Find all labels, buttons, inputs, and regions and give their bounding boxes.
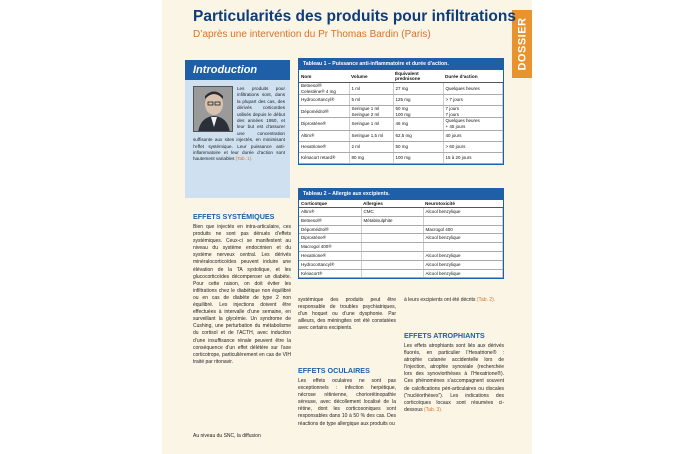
table-1-header: Équivalent prednisone xyxy=(393,70,443,83)
table-cell xyxy=(361,234,423,243)
effets-systemiques-text: Bien que injectés en intra-articulaire, ces produits ne sont pas dénués d’effets systémiques. Ceux-ci se manifestent au niveau du système endocrinien et du système nerveux central. Les dérivés minéralocorticoïdes peuvent induire une élévation de la TA systolique, et les glucocorticoïdes décompenser un diabète. Pour cette raison, on doit éviter les infiltrations chez le diabétique non équilibré ou en cas de diabète de type 2 non équilibré. Les injections doivent être effectuées à intervalle d’une semaine, en surveillant la glycémie. Un syndrome de Cushing, une perturbation du métabolisme du cortisol et de l’ACTH, avec induction d’une insuffisance rénale peuvent être la conséquence d’un effet délétère sur l’axe corticotrope, particulièrement en cas de VIH traité par ritonavir. xyxy=(193,224,291,365)
intro-heading xyxy=(185,60,290,80)
table-cell: Altim® xyxy=(301,132,315,138)
table-cell: 62,5 mg xyxy=(395,132,412,138)
table-cell: 46 mg xyxy=(395,121,409,127)
table-cell: Kénacort retard® xyxy=(301,154,336,160)
table-row xyxy=(299,130,503,141)
table-row xyxy=(299,216,503,225)
column2-text: systémique des produits peut être responsable de troubles psychiatriques, d’un hoquet ou d’une dysphonie. Par ailleurs, des méningites ont été constatées avec certains excipients. xyxy=(298,297,396,332)
article-subtitle: D’après une intervention du Pr Thomas Bardin (Paris) xyxy=(193,29,431,40)
table-cell: 80 mg xyxy=(351,154,365,160)
table-cell xyxy=(361,243,423,252)
table-row xyxy=(299,251,503,260)
table-cell: Betnesol® xyxy=(299,216,361,225)
intro-text xyxy=(193,86,285,163)
table-cell: 27 mg xyxy=(395,85,409,91)
table-cell: Seringue 2 ml xyxy=(351,111,380,117)
table-row xyxy=(299,141,503,152)
table-cell: Quelques heures xyxy=(445,118,480,124)
table-cell xyxy=(361,225,423,234)
table-cell: Seringue 1 ml xyxy=(351,121,380,127)
table-1 xyxy=(298,58,504,165)
table-cell: 15 à 20 jours xyxy=(445,154,472,160)
effets-atrophiants-text xyxy=(404,343,504,414)
table-cell: Diprostène® xyxy=(299,234,361,243)
table-cell: Quelques heures xyxy=(445,85,480,91)
table-2 xyxy=(298,188,504,279)
table-cell: Altim® xyxy=(299,208,361,217)
table-cell: Alcool benzylique xyxy=(423,208,503,217)
table-cell xyxy=(423,216,503,225)
table-2-header: Neurotoxicité xyxy=(423,200,503,208)
table-cell: 100 mg xyxy=(395,154,411,160)
table-cell: Macrogol 400® xyxy=(299,243,361,252)
intro-paragraph: Les produits pour infiltrations sont, dans la plupart des cas, des dérivés corticoïdes utilisés depuis le début des années 1950, et leur but est d’assurer une concentration suffisante aux sites injectés, en minimisant l’effet systémique. Leur puissance anti-inflammatoire et leur durée d’action sont hautement variables xyxy=(193,86,285,162)
table-cell: Betnesol® xyxy=(301,83,322,88)
section-tab-label: DOSSIER xyxy=(516,17,529,71)
table-cell: 50 mg xyxy=(395,106,409,112)
table-cell: > 60 jours xyxy=(445,143,466,149)
table-2-header: Allergies xyxy=(361,200,423,208)
effets-atrophiants-heading: EFFETS ATROPHIANTS xyxy=(404,331,485,340)
table-cell xyxy=(361,260,423,269)
table-1-header: Volume xyxy=(349,70,393,83)
table-cell: Hexatrione® xyxy=(299,251,361,260)
table-row xyxy=(299,106,503,118)
table-row xyxy=(299,83,503,95)
table-cell: 40 jours xyxy=(445,132,462,138)
table-cell: Alcool benzylique xyxy=(423,260,503,269)
table-cell: Alcool benzylique xyxy=(423,269,503,278)
table-1-header: Nom xyxy=(299,70,349,83)
table-cell: Alcool benzylique xyxy=(423,234,503,243)
intro-table-ref[interactable]: (Tab. 1). xyxy=(235,156,253,162)
table-cell xyxy=(361,269,423,278)
table3-ref[interactable]: (Tab. 3). xyxy=(424,406,443,413)
effets-atrophiants-body: Les effets atrophiants sont liés aux dérivés fluorés, en particulier l’Hexatrione® : atrophie cutanée accidentelle lors de l’injection, atrophie synoviale (recherchée lors des synoviorthèses à l’Hexatrione®). Ces phénomènes s’accompagnent souvent de calcifications péri-articulaires ou discales (“nucléorthèses”). Les indications des corticoïques locaux sont résumées ci-dessous xyxy=(404,343,504,413)
table-cell: > 7 jours xyxy=(445,97,463,103)
table-cell: Hexatrione® xyxy=(301,143,327,149)
column3-text xyxy=(404,297,504,304)
table-row xyxy=(299,243,503,252)
table-row xyxy=(299,260,503,269)
table-cell: CMC xyxy=(361,208,423,217)
article-title: Particularités des produits pour infiltrations xyxy=(193,8,516,25)
table-row xyxy=(299,152,503,163)
table-cell: 50 mg xyxy=(395,143,409,149)
table-cell: Diprostène® xyxy=(301,121,327,127)
effets-systemiques-text-2: Au niveau du SNC, la diffusion xyxy=(193,433,261,439)
table-cell: Hydrocortancyl® xyxy=(301,97,335,103)
table-cell: 7 jours xyxy=(445,111,460,117)
table-row xyxy=(299,95,503,106)
table-2-header: Corticoïque xyxy=(299,200,361,208)
table-cell: 5 ml xyxy=(351,97,361,103)
table-cell: Dépomédrol® xyxy=(301,108,329,114)
table-cell: Alcool benzylique xyxy=(423,251,503,260)
table-row xyxy=(299,225,503,234)
table-row xyxy=(299,208,503,217)
table-cell: + 45 jours xyxy=(445,123,466,129)
table-cell: 100 mg xyxy=(395,111,411,117)
effets-systemiques-heading: EFFETS SYSTÉMIQUES xyxy=(193,212,275,221)
table-cell: Hydrocortancyl® xyxy=(299,260,361,269)
table-cell: Dépomédrol® xyxy=(299,225,361,234)
table-cell: Kénacort® xyxy=(299,269,361,278)
table-cell: 125 mg xyxy=(395,97,411,103)
table-2-caption: Tableau 2 – Allergie aux excipients. xyxy=(299,189,503,200)
table-cell: 2 ml xyxy=(351,143,361,149)
table-row xyxy=(299,269,503,278)
table-1-header: Durée d’action xyxy=(443,70,503,83)
table-cell: Métabisulphite xyxy=(361,216,423,225)
table2-ref[interactable]: (Tab. 2). xyxy=(476,297,496,303)
table-cell xyxy=(423,243,503,252)
table-cell: Celestène® 4 mg xyxy=(301,88,336,94)
table-cell: Seringue 1,5 ml xyxy=(351,132,384,138)
effets-oculaires-text: Les effets oculaires ne sont pas exceptionnels : infection herpétique, nécrose rétinienne, choriorétinopathie séreuse, avec décollement localisé de la rétine, dont les corticosoniques sont responsables dans 10 à 50 % des cas. Des réactions de type allergique aux produits ou xyxy=(298,378,396,427)
table-1-caption: Tableau 1 – Puissance anti-inflammatoire et durée d’action. xyxy=(299,59,503,70)
table-cell xyxy=(361,251,423,260)
table-cell: Macrogol 400 xyxy=(423,225,503,234)
effets-oculaires-heading: EFFETS OCULAIRES xyxy=(298,366,370,375)
column3-text-body: à leurs excipients ont été décrits xyxy=(404,297,476,303)
table-cell: Seringue 1 ml xyxy=(351,106,380,112)
table-cell: 1 ml xyxy=(351,85,361,91)
table-cell: 7 jours xyxy=(445,106,460,112)
table-row xyxy=(299,118,503,130)
table-row xyxy=(299,234,503,243)
intro-heading-text: Introduction xyxy=(193,64,258,76)
